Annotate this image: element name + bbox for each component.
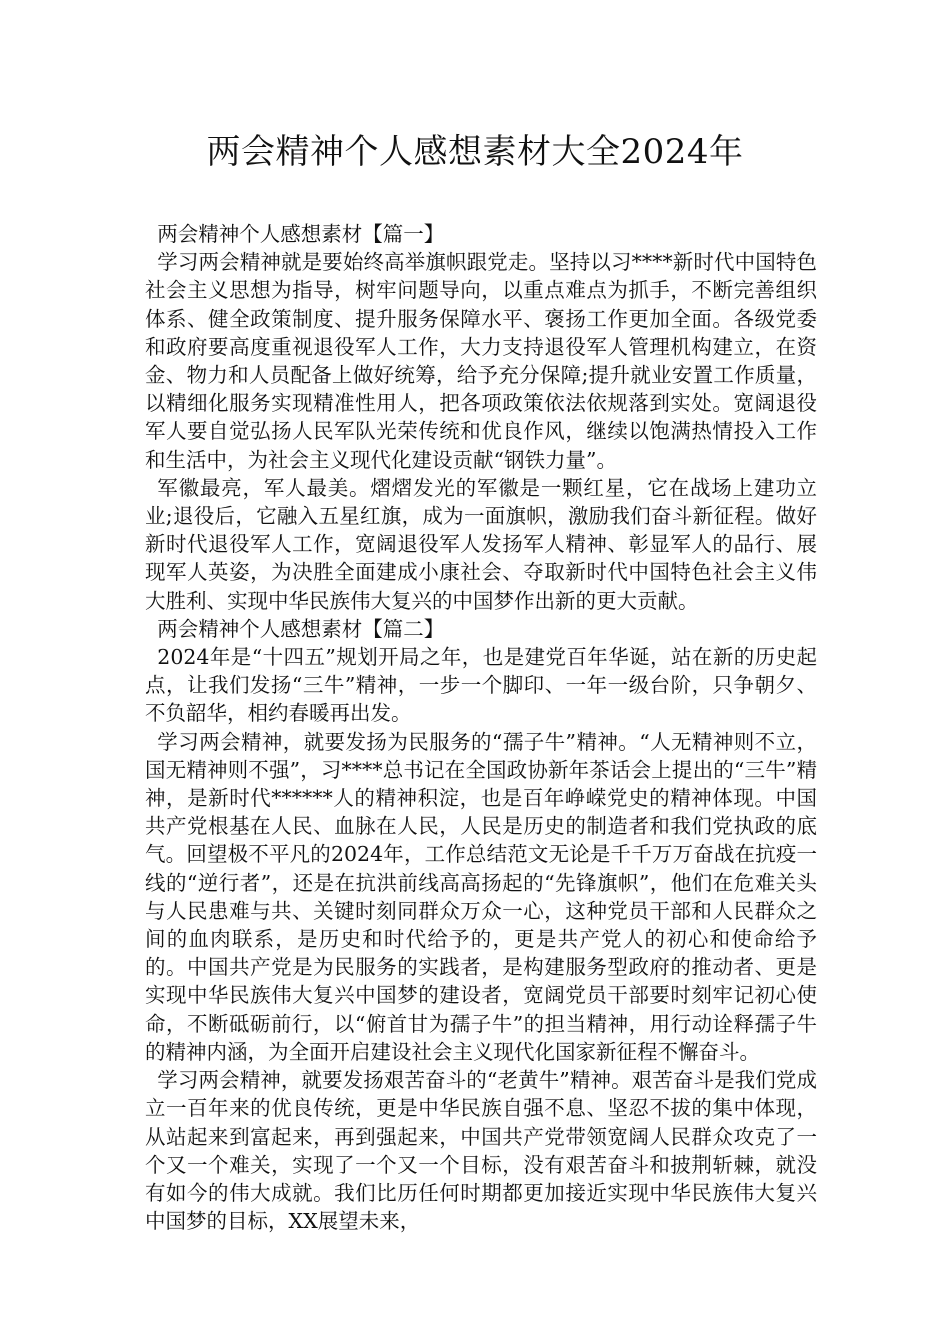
paragraph: 学习两会精神，就要发扬为民服务的“孺子牛”精神。“人无精神则不立，国无精神则不强”，习****总书记在全国政协新年茶话会上提出的“三牛”精神，是新时代******人的精神积淀，也是百年峥嵘党史的精神体现。中国共产党根基在人民、血脉在人民，人民是历史的制造者和我们党执政的底气。回望极不平凡的2024年，工作总结范文无论是千千万万奋战在抗疫一线的“逆行者”，还是在抗洪前线高高扬起的“先锋旗帜”，他们在危难关头与人民患难与共、关键时刻同群众万众一心，这种党员干部和人民群众之间的血肉联系，是历史和时代给予的，更是共产党人的初心和使命给予的。中国共产党是为民服务的实践者，是构建服务型政府的推动者、更是实现中华民族伟大复兴中国梦的建设者，宽阔党员干部要时刻牢记初心使命，不断砥砺前行，以“俯首甘为孺子牛”的担当精神，用行动诠释孺子牛的精神内涵，为全面开启建设社会主义现代化国家新征程不懈奋斗。 bbox=[145, 729, 817, 1064]
document-title: 两会精神个人感想素材大全2024年 bbox=[206, 132, 744, 172]
section-heading-1: 两会精神个人感想素材【篇一】 bbox=[157, 222, 445, 246]
paragraph: 军徽最亮，军人最美。熠熠发光的军徽是一颗红星，它在战场上建功立业;退役后，它融入五星红旗，成为一面旗帜，激励我们奋斗新征程。做好新时代退役军人工作，宽阔退役军人发扬军人精神、彰显军人的品行、展现军人英姿，为决胜全面建成小康社会、夺取新时代中国特色社会主义伟大胜利、实现中华民族伟大复兴的中国梦作出新的更大贡献。 bbox=[145, 475, 817, 613]
paragraph: 学习两会精神就是要始终高举旗帜跟党走。坚持以习****新时代中国特色社会主义思想为指导，树牢问题导向，以重点难点为抓手，不断完善组织体系、健全政策制度、提升服务保障水平、褒扬工作更加全面。各级党委和政府要高度重视退役军人工作，大力支持退役军人管理机构建立，在资金、物力和人员配备上做好统筹，给予充分保障;提升就业安置工作质量，以精细化服务实现精准性用人，把各项政策依法依规落到实处。宽阔退役军人要自觉弘扬人民军队光荣传统和优良作风，继续以饱满热情投入工作和生活中，为社会主义现代化建设贡献“钢铁力量”。 bbox=[145, 250, 817, 472]
paragraph: 学习两会精神，就要发扬艰苦奋斗的“老黄牛”精神。艰苦奋斗是我们党成立一百年来的优良传统，更是中华民族自强不息、坚忍不拔的集中体现，从站起来到富起来，再到强起来，中国共产党带领宽阔人民群众攻克了一个又一个难关，实现了一个又一个目标，没有艰苦奋斗和披荆斩棘，就没有如今的伟大成就。我们比历任何时期都更加接近实现中华民族伟大复兴中国梦的目标，XX展望未来， bbox=[145, 1068, 817, 1234]
section-heading-2: 两会精神个人感想素材【篇二】 bbox=[157, 616, 445, 641]
document-body bbox=[145, 220, 817, 1235]
paragraph: 2024年是“十四五”规划开局之年，也是建党百年华诞，站在新的历史起点，让我们发扬“三牛”精神，一步一个脚印、一年一级台阶，只争朝夕、不负韶华，相约春暖再出发。 bbox=[145, 645, 817, 726]
